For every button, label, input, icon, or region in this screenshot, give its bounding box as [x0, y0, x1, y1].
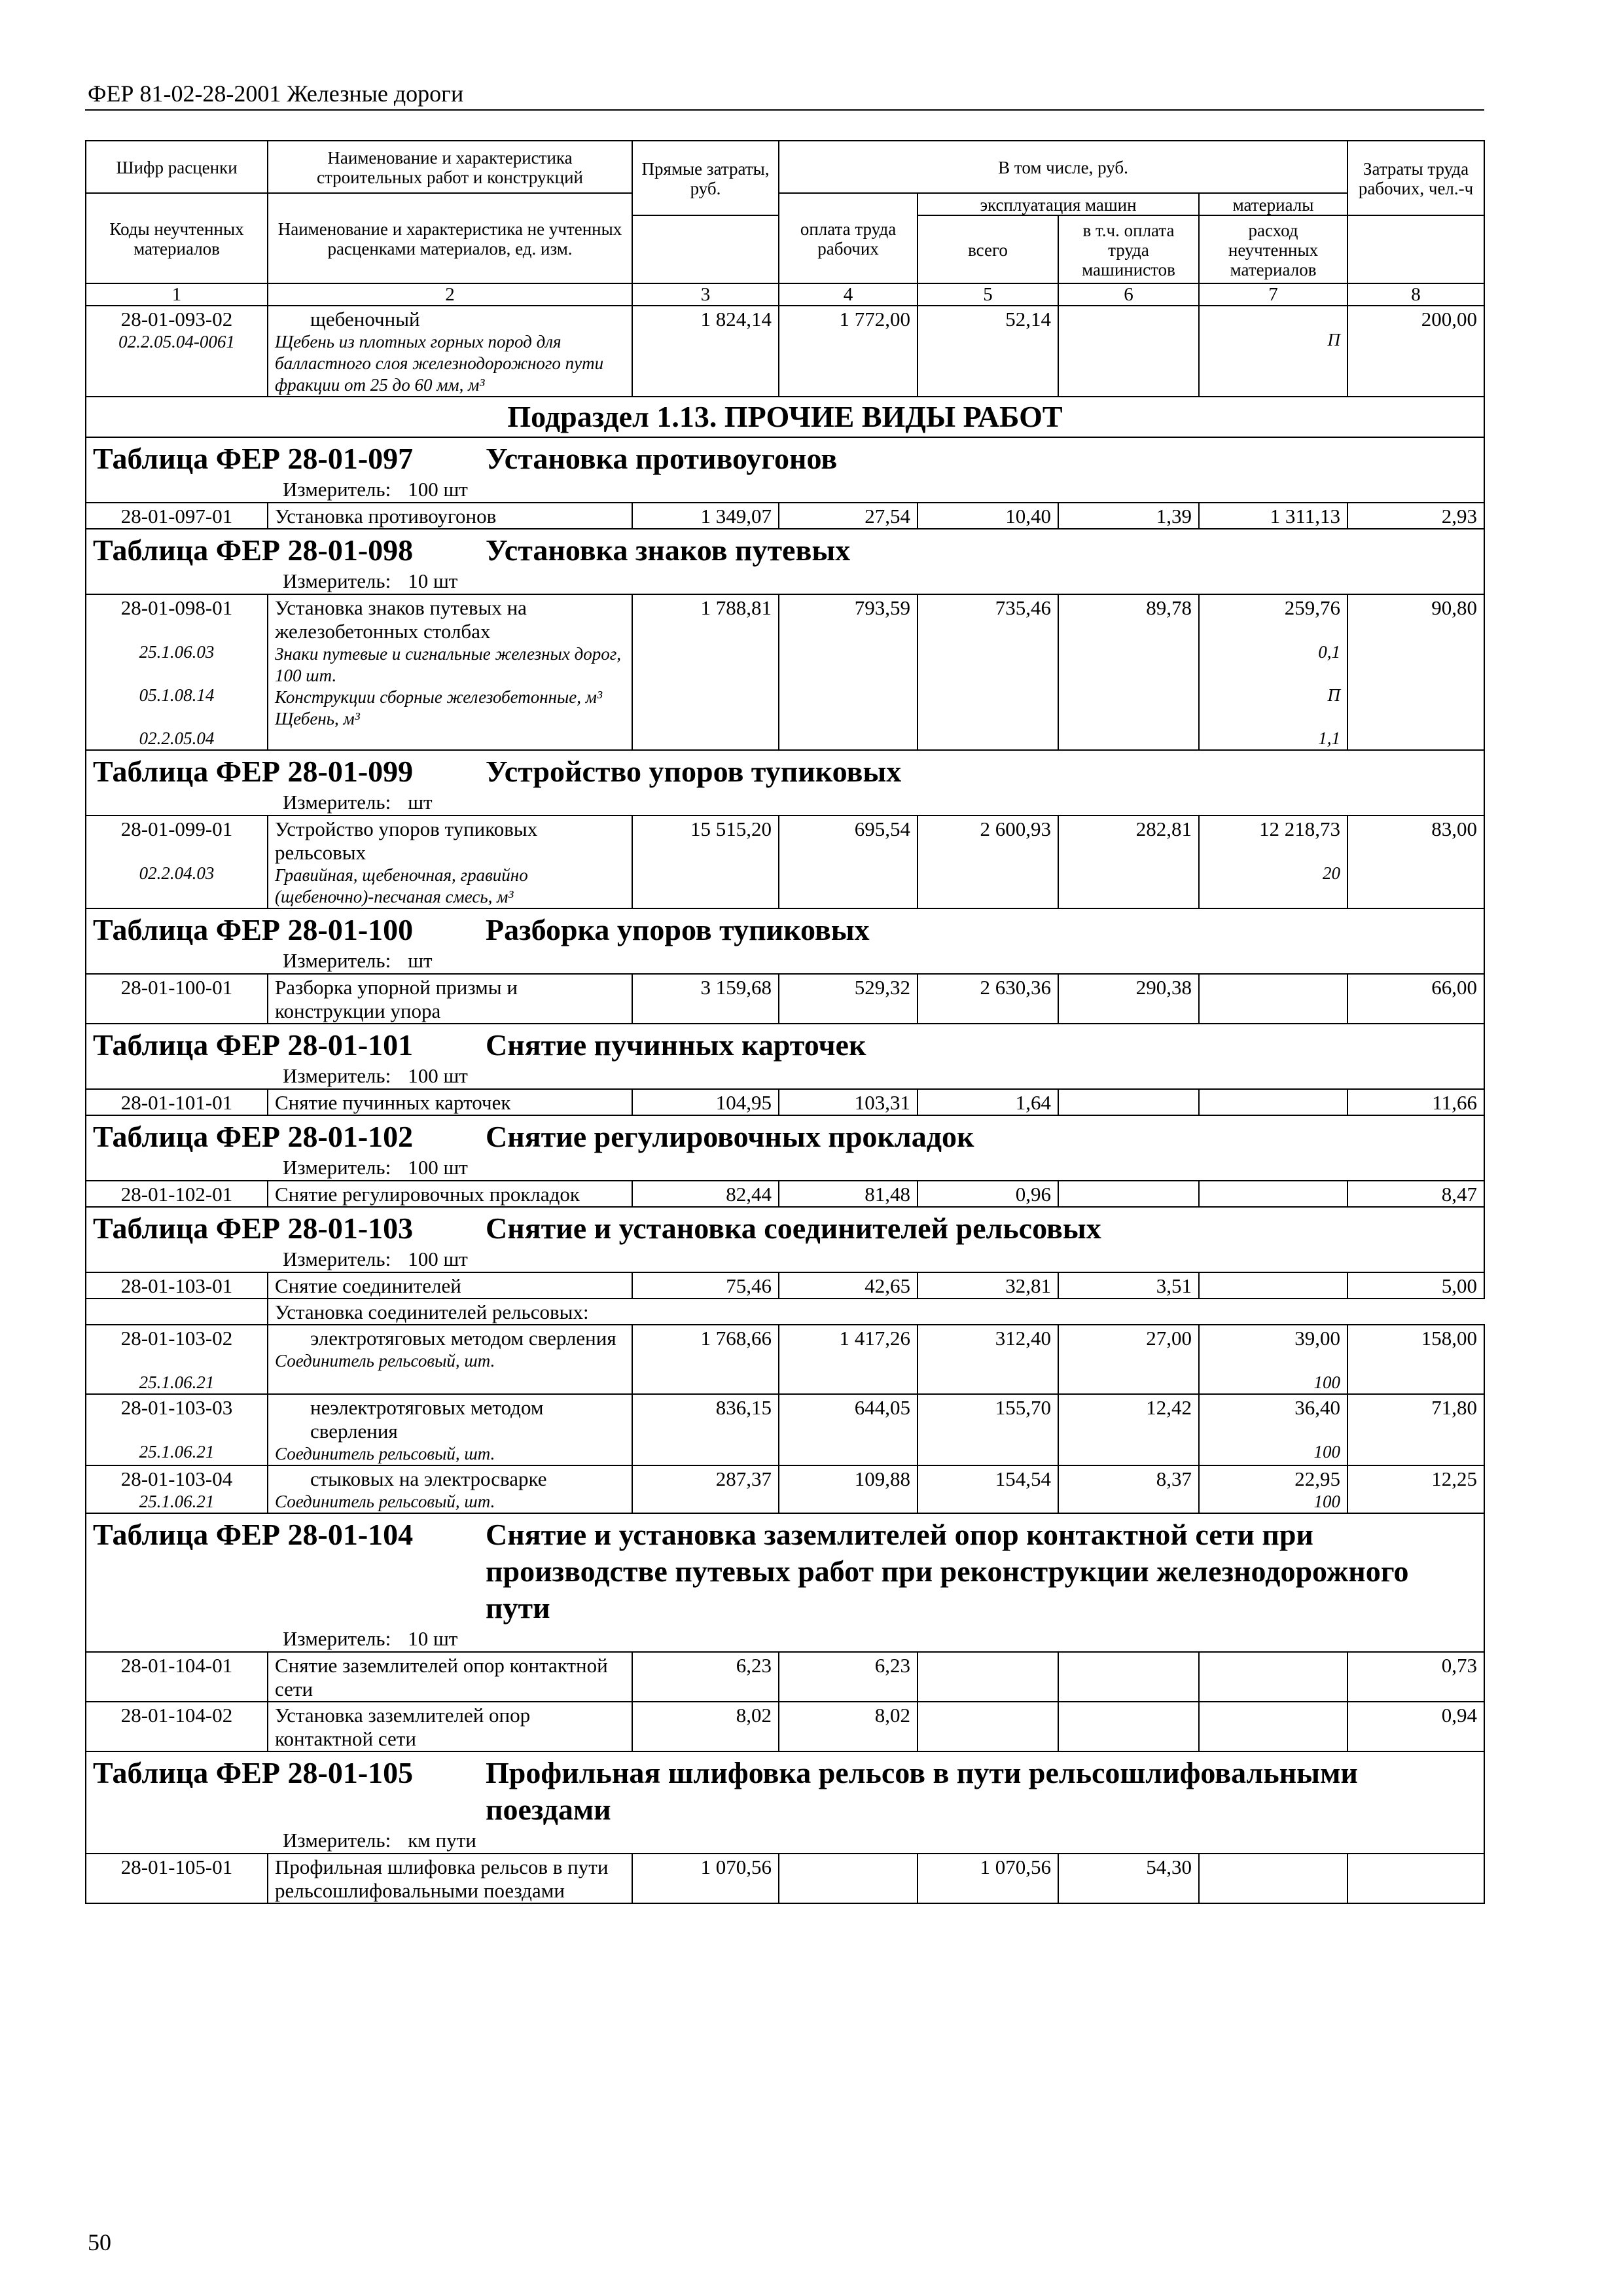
table-row [86, 974, 1484, 1024]
measure-label: Измеритель: [283, 1829, 391, 1852]
labor-cost: 83,00 [1347, 816, 1484, 908]
materials-cost: 36,40 [1294, 1396, 1341, 1419]
table-title-row [86, 1207, 1484, 1272]
column-header-unaccounted-names: Наименование и характеристика не учтенных расценками материалов, ед. изм. [268, 193, 632, 283]
table-title: Профильная шлифовка рельсов в пути рельсошлифовальными поездами [486, 1756, 1358, 1826]
wages-cost: 81,48 [779, 1181, 918, 1207]
machinist-wages: 282,81 [1058, 816, 1199, 908]
column-number: 4 [779, 283, 918, 306]
machines-cost: 155,70 [918, 1394, 1058, 1465]
measure-value: шт [408, 791, 433, 814]
material-name: Знаки путевые и сигнальные железных дорог, 100 шт. [275, 644, 622, 685]
wages-cost: 1 417,26 [779, 1325, 918, 1394]
rate-name: Снятие соединителей [268, 1272, 632, 1299]
direct-cost: 1 768,66 [632, 1325, 779, 1394]
material-name: Щебень из плотных горных пород для балластного слоя железнодорожного пути фракции от 25 до 60 мм, м³ [275, 332, 604, 395]
rate-code: 28-01-103-03 [120, 1396, 233, 1419]
rate-code-cell [86, 1465, 268, 1513]
table-row [86, 503, 1484, 529]
direct-cost: 15 515,20 [632, 816, 779, 908]
table-title-cell [86, 750, 1484, 816]
material-qty: 100 [1313, 1372, 1341, 1392]
material-code: 05.1.08.14 [139, 685, 215, 705]
material-code: 02.2.05.04 [139, 728, 215, 748]
table-row [86, 1652, 1484, 1702]
material-code: 25.1.06.03 [139, 642, 215, 662]
measure-unit [93, 1247, 1477, 1272]
materials-cost: 259,76 [1284, 596, 1341, 619]
measure-unit [93, 790, 1477, 815]
column-number: 2 [268, 283, 632, 306]
table-title-row [86, 908, 1484, 974]
table-title-cell [86, 908, 1484, 974]
column-number: 8 [1347, 283, 1484, 306]
rate-name-cell [268, 1465, 632, 1513]
material-code: 25.1.06.21 [139, 1442, 215, 1462]
materials-cost: 39,00 [1294, 1327, 1341, 1350]
material-qty: 100 [1313, 1492, 1341, 1511]
column-header-direct: Прямые затраты, руб. [632, 141, 779, 215]
table-label: Таблица ФЕР 28-01-101 [93, 1028, 414, 1062]
material-qty: П [1327, 685, 1341, 705]
table-title: Снятие и установка соединителей рельсовых [486, 1211, 1101, 1245]
rate-code: 28-01-098-01 [120, 596, 233, 619]
rate-name: Установка заземлителей опор контактной сети [268, 1702, 632, 1751]
direct-cost: 1 824,14 [632, 306, 779, 397]
table-row [86, 1702, 1484, 1751]
measure-label: Измеритель: [283, 569, 391, 592]
table-row [86, 1394, 1484, 1465]
rate-name: щебеночный [310, 308, 420, 331]
column-header-materials: материалы [1199, 193, 1347, 215]
wages-cost: 529,32 [779, 974, 918, 1024]
labor-cost: 200,00 [1347, 306, 1484, 397]
section-title: Подраздел 1.13. ПРОЧИЕ ВИДЫ РАБОТ [86, 397, 1484, 437]
table-title-row [86, 437, 1484, 503]
measure-value: 100 шт [408, 1156, 468, 1179]
measure-value: 100 шт [408, 1247, 468, 1270]
column-number: 5 [918, 283, 1058, 306]
labor-cost: 12,25 [1347, 1465, 1484, 1513]
materials-cell [1199, 1325, 1347, 1394]
table-header-row [86, 193, 1484, 215]
measure-value: 10 шт [408, 569, 458, 592]
header-rule [85, 109, 1484, 111]
material-qty: 100 [1313, 1442, 1341, 1462]
table-label: Таблица ФЕР 28-01-100 [93, 913, 414, 946]
measure-label: Измеритель: [283, 478, 391, 501]
rate-name: Профильная шлифовка рельсов в пути рельсошлифовальными поездами [268, 1854, 632, 1903]
table-row [86, 1465, 1484, 1513]
machines-cost [918, 1702, 1058, 1751]
rate-code-cell [86, 306, 268, 397]
materials-cell [1199, 306, 1347, 397]
table-title-row [86, 750, 1484, 816]
measure-value: 100 шт [408, 478, 468, 501]
materials-cell [1199, 1394, 1347, 1465]
measure-value: 100 шт [408, 1064, 468, 1087]
labor-cost: 8,47 [1347, 1181, 1484, 1207]
column-header-labor-cont [1347, 215, 1484, 283]
table-row [86, 1089, 1484, 1115]
direct-cost: 1 070,56 [632, 1854, 779, 1903]
direct-cost: 75,46 [632, 1272, 779, 1299]
materials-cost [1199, 1854, 1347, 1903]
machinist-wages: 8,37 [1058, 1465, 1199, 1513]
direct-cost: 3 159,68 [632, 974, 779, 1024]
machines-cost: 312,40 [918, 1325, 1058, 1394]
machinist-wages: 27,00 [1058, 1325, 1199, 1394]
table-label: Таблица ФЕР 28-01-104 [93, 1518, 414, 1551]
table-title-row [86, 1024, 1484, 1089]
rate-name: электротяговых методом сверления [310, 1327, 616, 1350]
material-qty: 20 [1323, 863, 1341, 883]
measure-value: 10 шт [408, 1627, 458, 1650]
rate-name: Снятие регулировочных прокладок [268, 1181, 632, 1207]
table-title-row [86, 1751, 1484, 1854]
column-number: 6 [1058, 283, 1199, 306]
measure-unit [93, 1155, 1477, 1180]
table-title-cell [86, 1751, 1484, 1854]
column-header-unaccounted-codes: Коды неучтенных материалов [86, 193, 268, 283]
table-row [86, 1181, 1484, 1207]
materials-cell [1199, 1465, 1347, 1513]
wages-cost: 695,54 [779, 816, 918, 908]
wages-cost: 27,54 [779, 503, 918, 529]
labor-cost [1347, 1854, 1484, 1903]
machinist-wages [1058, 1702, 1199, 1751]
rates-table [85, 140, 1485, 1904]
rate-code: 28-01-103-02 [120, 1327, 233, 1350]
material-qty: П [1327, 330, 1341, 350]
wages-cost: 42,65 [779, 1272, 918, 1299]
rate-code: 28-01-097-01 [86, 503, 268, 529]
table-row [86, 1325, 1484, 1394]
materials-cost [1199, 974, 1347, 1024]
machines-cost: 1,64 [918, 1089, 1058, 1115]
rate-name: Разборка упорной призмы и конструкции упора [268, 974, 632, 1024]
machinist-wages [1058, 306, 1199, 397]
rate-code-cell [86, 1325, 268, 1394]
machinist-wages: 290,38 [1058, 974, 1199, 1024]
machinist-wages: 89,78 [1058, 594, 1199, 750]
machines-cost: 0,96 [918, 1181, 1058, 1207]
column-header-name: Наименование и характеристика строительных работ и конструкций [268, 141, 632, 193]
rate-code: 28-01-093-02 [120, 308, 233, 331]
machines-cost: 2 630,36 [918, 974, 1058, 1024]
table-label: Таблица ФЕР 28-01-103 [93, 1211, 414, 1245]
rate-code: 28-01-105-01 [86, 1854, 268, 1903]
materials-cost [1199, 1272, 1347, 1299]
labor-cost: 71,80 [1347, 1394, 1484, 1465]
labor-cost: 90,80 [1347, 594, 1484, 750]
machinist-wages [1058, 1181, 1199, 1207]
material-code: 02.2.04.03 [139, 863, 215, 883]
rate-code: 28-01-104-02 [86, 1702, 268, 1751]
rate-name: Установка знаков путевых на железобетонных столбах [275, 596, 527, 643]
wages-cost: 1 772,00 [779, 306, 918, 397]
machines-cost: 735,46 [918, 594, 1058, 750]
table-header-row [86, 141, 1484, 193]
table-title: Снятие и установка заземлителей опор контактной сети при производстве путевых работ при реконструкции железнодорожного пути [486, 1518, 1409, 1624]
wages-cost: 6,23 [779, 1652, 918, 1702]
table-title-cell [86, 1513, 1484, 1652]
column-number: 7 [1199, 283, 1347, 306]
rate-name: Снятие пучинных карточек [268, 1089, 632, 1115]
material-code: 25.1.06.21 [139, 1492, 215, 1511]
rate-name-cell [268, 306, 632, 397]
rate-name: Установка противоугонов [268, 503, 632, 529]
table-row [86, 1854, 1484, 1903]
measure-value: км пути [408, 1829, 476, 1852]
wages-cost: 103,31 [779, 1089, 918, 1115]
direct-cost: 287,37 [632, 1465, 779, 1513]
materials-cost [1199, 1181, 1347, 1207]
machines-cost: 2 600,93 [918, 816, 1058, 908]
rate-code: 28-01-103-04 [120, 1467, 233, 1490]
rate-name-cell [268, 1394, 632, 1465]
machinist-wages [1058, 1089, 1199, 1115]
machines-cost: 10,40 [918, 503, 1058, 529]
material-name: Соединитель рельсовый, шт. [275, 1351, 495, 1371]
measure-label: Измеритель: [283, 1247, 391, 1270]
table-title-row [86, 1115, 1484, 1181]
measure-unit [93, 1064, 1477, 1088]
direct-cost: 82,44 [632, 1181, 779, 1207]
material-name: Соединитель рельсовый, шт. [275, 1444, 495, 1463]
material-name: Соединитель рельсовый, шт. [275, 1492, 495, 1511]
column-header-labor: Затраты труда рабочих, чел.-ч [1347, 141, 1484, 215]
column-header-including: В том числе, руб. [779, 141, 1347, 193]
labor-cost: 158,00 [1347, 1325, 1484, 1394]
rate-name: стыковых на электросварке [310, 1467, 547, 1490]
rate-name-cell [268, 594, 632, 750]
table-label: Таблица ФЕР 28-01-099 [93, 755, 414, 788]
group-row [86, 1299, 1484, 1325]
column-number-row [86, 283, 1484, 306]
machinist-wages [1058, 1652, 1199, 1702]
table-title-cell [86, 529, 1484, 594]
direct-cost: 6,23 [632, 1652, 779, 1702]
material-name: Щебень, м³ [275, 709, 360, 728]
rate-code-cell [86, 1394, 268, 1465]
column-header-materials-unaccounted: расход неучтенных материалов [1199, 215, 1347, 283]
column-header-machines-total: всего [918, 215, 1058, 283]
direct-cost: 104,95 [632, 1089, 779, 1115]
table-label: Таблица ФЕР 28-01-105 [93, 1756, 414, 1789]
measure-label: Измеритель: [283, 1627, 391, 1650]
machines-cost [918, 1652, 1058, 1702]
machinist-wages: 12,42 [1058, 1394, 1199, 1465]
column-header-wages: оплата труда рабочих [779, 193, 918, 283]
table-label: Таблица ФЕР 28-01-098 [93, 533, 414, 567]
measure-label: Измеритель: [283, 1156, 391, 1179]
measure-label: Измеритель: [283, 791, 391, 814]
labor-cost: 11,66 [1347, 1089, 1484, 1115]
materials-cost [1199, 1652, 1347, 1702]
column-header-direct-cont [632, 215, 779, 283]
machinist-wages: 1,39 [1058, 503, 1199, 529]
direct-cost: 8,02 [632, 1702, 779, 1751]
table-row [86, 816, 1484, 908]
labor-cost: 2,93 [1347, 503, 1484, 529]
rate-name: неэлектротяговых методом сверления [310, 1396, 544, 1443]
wages-cost: 644,05 [779, 1394, 918, 1465]
measure-unit [93, 1626, 1477, 1651]
measure-label: Измеритель: [283, 949, 391, 972]
rate-name: Устройство упоров тупиковых рельсовых [275, 817, 538, 864]
material-name: Гравийная, щебеночная, гравийно (щебеночно)-песчаная смесь, м³ [275, 865, 528, 906]
rate-code: 28-01-101-01 [86, 1089, 268, 1115]
measure-unit [93, 477, 1477, 502]
material-qty: 0,1 [1318, 642, 1341, 662]
machinist-wages: 54,30 [1058, 1854, 1199, 1903]
labor-cost: 0,73 [1347, 1652, 1484, 1702]
measure-unit [93, 948, 1477, 973]
material-code: 02.2.05.04-0061 [118, 332, 235, 351]
column-header-machines-wages: в т.ч. оплата труда машинистов [1058, 215, 1199, 283]
table-title: Установка знаков путевых [486, 533, 851, 567]
rate-code: 28-01-099-01 [120, 817, 233, 840]
measure-value: шт [408, 949, 433, 972]
material-qty: 1,1 [1318, 728, 1341, 748]
materials-cost [1199, 1702, 1347, 1751]
group-code [86, 1299, 268, 1325]
wages-cost: 793,59 [779, 594, 918, 750]
table-title: Снятие регулировочных прокладок [486, 1120, 974, 1153]
table-title-cell [86, 1024, 1484, 1089]
column-number: 1 [86, 283, 268, 306]
wages-cost: 8,02 [779, 1702, 918, 1751]
machines-cost: 32,81 [918, 1272, 1058, 1299]
rate-code: 28-01-103-01 [86, 1272, 268, 1299]
table-row [86, 1272, 1484, 1299]
table-title-cell [86, 1207, 1484, 1272]
table-title-row [86, 1513, 1484, 1652]
direct-cost: 836,15 [632, 1394, 779, 1465]
table-title: Снятие пучинных карточек [486, 1028, 866, 1062]
rate-name-cell [268, 816, 632, 908]
machinist-wages: 3,51 [1058, 1272, 1199, 1299]
wages-cost: 109,88 [779, 1465, 918, 1513]
rate-code: 28-01-104-01 [86, 1652, 268, 1702]
machines-cost: 1 070,56 [918, 1854, 1058, 1903]
table-row [86, 594, 1484, 750]
rate-code: 28-01-100-01 [86, 974, 268, 1024]
material-code: 25.1.06.21 [139, 1372, 215, 1392]
wages-cost [779, 1854, 918, 1903]
table-row [86, 306, 1484, 397]
measure-unit [93, 569, 1477, 594]
table-title-cell [86, 1115, 1484, 1181]
material-name: Конструкции сборные железобетонные, м³ [275, 687, 603, 707]
materials-cost: 1 311,13 [1199, 503, 1347, 529]
section-row [86, 397, 1484, 437]
table-title: Устройство упоров тупиковых [486, 755, 902, 788]
materials-cell [1199, 816, 1347, 908]
materials-cell [1199, 594, 1347, 750]
labor-cost: 0,94 [1347, 1702, 1484, 1751]
rate-name: Снятие заземлителей опор контактной сети [268, 1652, 632, 1702]
measure-unit [93, 1828, 1477, 1853]
direct-cost: 1 788,81 [632, 594, 779, 750]
measure-label: Измеритель: [283, 1064, 391, 1087]
page-number: 50 [88, 2229, 111, 2255]
rate-name-cell [268, 1325, 632, 1394]
group-title: Установка соединителей рельсовых: [268, 1299, 1484, 1325]
table-title-cell [86, 437, 1484, 503]
rate-code-cell [86, 816, 268, 908]
document-header-title: ФЕР 81-02-28-2001 Железные дороги [88, 81, 464, 107]
column-header-code: Шифр расценки [86, 141, 268, 193]
machines-cost: 154,54 [918, 1465, 1058, 1513]
table-label: Таблица ФЕР 28-01-102 [93, 1120, 414, 1153]
direct-cost: 1 349,07 [632, 503, 779, 529]
rate-code-cell [86, 594, 268, 750]
machines-cost: 52,14 [918, 306, 1058, 397]
materials-cost: 12 218,73 [1259, 817, 1341, 840]
labor-cost: 66,00 [1347, 974, 1484, 1024]
materials-cost: 22,95 [1294, 1467, 1341, 1490]
rate-code: 28-01-102-01 [86, 1181, 268, 1207]
column-header-machines: эксплуатация машин [918, 193, 1199, 215]
materials-cost [1199, 1089, 1347, 1115]
labor-cost: 5,00 [1347, 1272, 1484, 1299]
column-number: 3 [632, 283, 779, 306]
table-label: Таблица ФЕР 28-01-097 [93, 442, 414, 475]
table-title: Установка противоугонов [486, 442, 838, 475]
table-title-row [86, 529, 1484, 594]
table-title: Разборка упоров тупиковых [486, 913, 870, 946]
